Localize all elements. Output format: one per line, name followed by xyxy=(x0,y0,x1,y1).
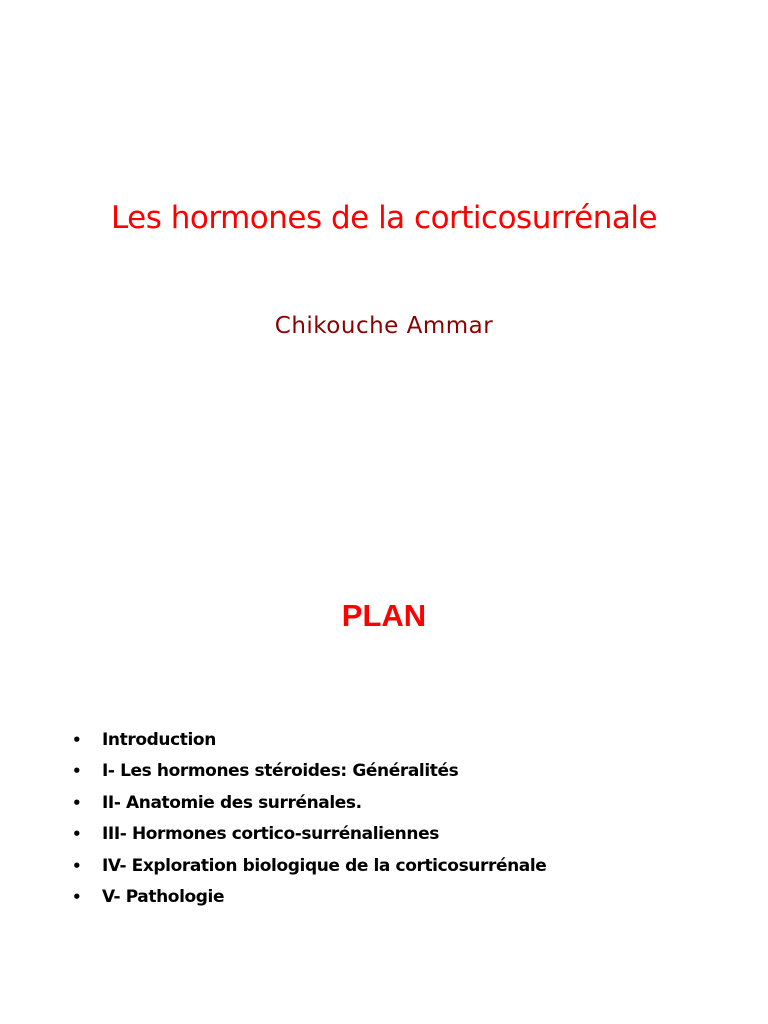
author-name: Chikouche Ammar xyxy=(274,313,494,339)
plan-item-label: II- Anatomie des surrénales. xyxy=(102,792,362,813)
plan-item-introduction xyxy=(72,726,546,757)
plan-item-label: I- Les hormones stéroides: Généralités xyxy=(102,761,459,782)
bullet-icon: • xyxy=(72,856,82,875)
plan-item-label: V- Pathologie xyxy=(102,886,225,907)
presentation-title: Les hormones de la corticosurrénale xyxy=(110,200,658,236)
bullet-icon: • xyxy=(72,762,82,781)
bullet-icon: • xyxy=(72,731,82,749)
bullet-icon: • xyxy=(72,887,82,906)
plan-slide xyxy=(0,512,768,1024)
bullet-icon: • xyxy=(72,825,82,844)
plan-heading: PLAN xyxy=(341,598,427,633)
plan-list xyxy=(72,726,546,914)
plan-item-steroid-hormones xyxy=(72,757,546,788)
plan-item-exploration xyxy=(72,852,546,883)
plan-item-label: IV- Exploration biologique de la corticosurrénale xyxy=(102,855,547,876)
plan-item-label: Introduction xyxy=(102,730,216,750)
plan-item-label: III- Hormones cortico-surrénaliennes xyxy=(102,824,439,845)
plan-item-cortico-hormones xyxy=(72,820,546,851)
plan-item-anatomy xyxy=(72,789,546,820)
plan-item-pathology xyxy=(72,883,546,914)
bullet-icon: • xyxy=(72,793,82,812)
